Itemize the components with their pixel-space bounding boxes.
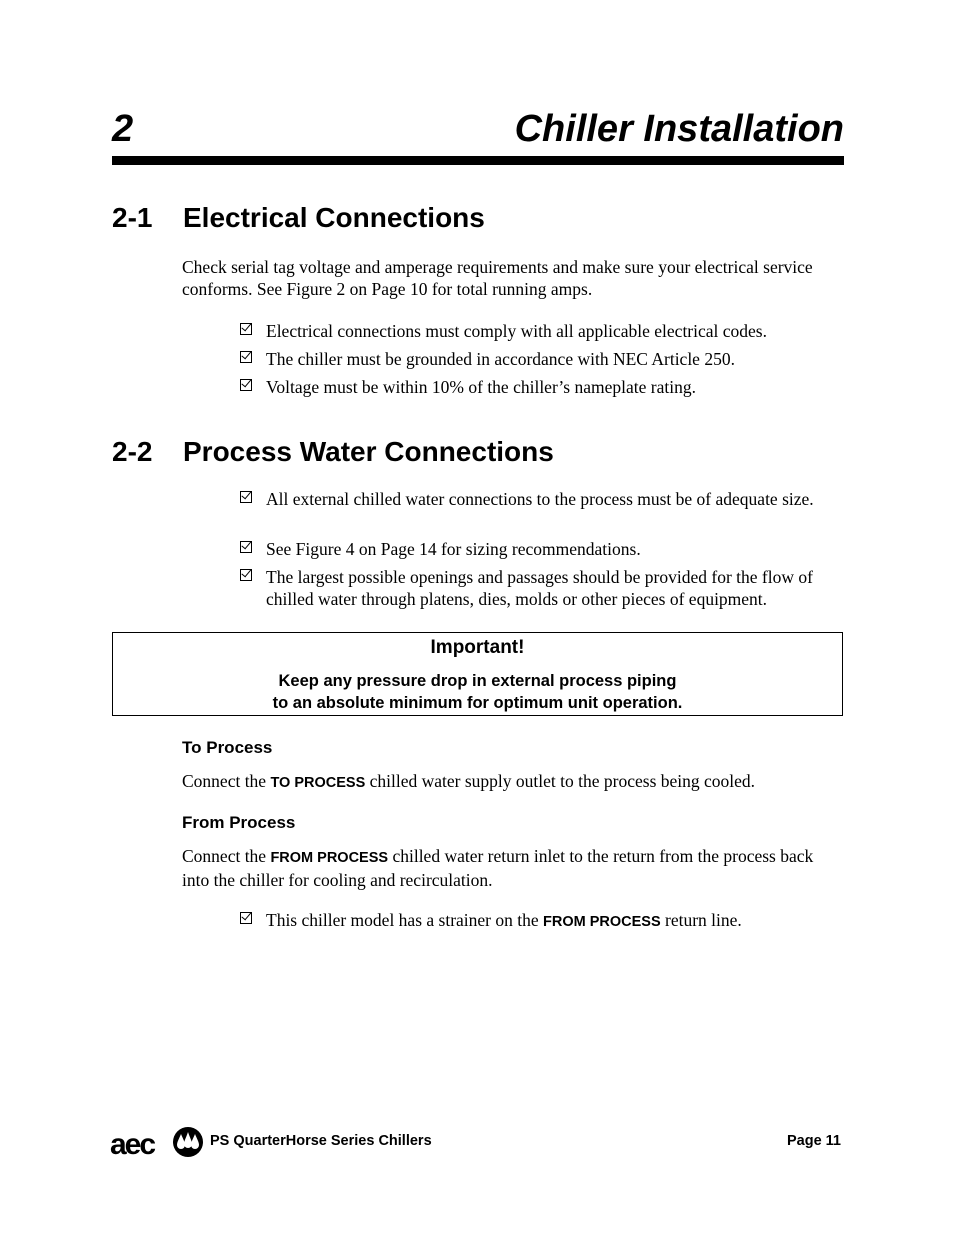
notice-title: Important! — [430, 637, 525, 658]
subheading-from-process: From Process — [182, 813, 296, 832]
text-run: This chiller model has a strainer on the — [266, 910, 544, 930]
checklist-text — [266, 909, 841, 933]
checklist-text: See Figure 4 on Page 14 for sizing recommendations. — [266, 539, 641, 559]
logo-text: aec — [110, 1128, 155, 1160]
checklist-text: Voltage must be within 10% of the chiller’s nameplate rating. — [266, 377, 696, 397]
chapter-title: Chiller Installation — [514, 108, 844, 150]
section-number: 2-1 — [112, 202, 153, 233]
electrical-intro: Check serial tag voltage and amperage requirements and make sure your electrical service conforms. See Figure 2 on Page 10 for total running amps. — [182, 257, 813, 299]
chapter-heading — [112, 108, 844, 158]
connection-label: FROM PROCESS — [543, 914, 661, 930]
checkbox-icon — [240, 491, 252, 503]
notice-line: Keep any pressure drop in external process piping — [278, 672, 677, 690]
section-number: 2-2 — [112, 436, 153, 467]
notice-line: to an absolute minimum for optimum unit operation. — [272, 694, 683, 712]
subheading-to-process: To Process — [182, 738, 273, 757]
checkbox-icon — [240, 351, 252, 363]
text-run: Connect the — [182, 771, 271, 791]
checklist-text: The largest possible openings and passages should be provided for the flow of chilled water through platens, dies, molds or other pieces of equipment. — [266, 567, 813, 609]
checklist-text: Electrical connections must comply with all applicable electrical codes. — [266, 321, 767, 341]
checkbox-icon — [240, 569, 252, 581]
text-run: chilled water return inlet to the return from the process back into the chiller for cooling and recirculation. — [182, 846, 814, 890]
section-title: Electrical Connections — [183, 202, 485, 233]
checklist-text: All external chilled water connections to the process must be of adequate size. — [266, 489, 814, 509]
chapter-number: 2 — [112, 108, 134, 150]
section-heading-electrical — [112, 202, 485, 234]
notice-body — [113, 670, 842, 714]
aec-logo — [110, 1124, 206, 1160]
checkbox-icon — [240, 379, 252, 391]
text-run: Connect the — [182, 846, 271, 866]
page-number: Page 11 — [786, 1133, 841, 1149]
important-notice — [112, 632, 843, 716]
chapter-rule — [112, 156, 844, 165]
to-process-paragraph — [182, 770, 822, 794]
checkbox-icon — [240, 323, 252, 335]
connection-label: FROM PROCESS — [270, 850, 389, 866]
from-process-paragraph — [182, 845, 822, 891]
text-run: chilled water supply outlet to the process being cooled. — [365, 771, 756, 791]
section-heading-process-water — [112, 436, 554, 468]
footer-title: PS QuarterHorse Series Chillers — [210, 1133, 432, 1149]
water-drops-icon — [173, 1127, 203, 1157]
text-run: return line. — [660, 910, 742, 930]
checkbox-icon — [240, 912, 252, 924]
section-title: Process Water Connections — [183, 436, 554, 467]
checkbox-icon — [240, 541, 252, 553]
checklist-text: The chiller must be grounded in accordance with NEC Article 250. — [266, 349, 735, 369]
connection-label: TO PROCESS — [270, 775, 366, 791]
